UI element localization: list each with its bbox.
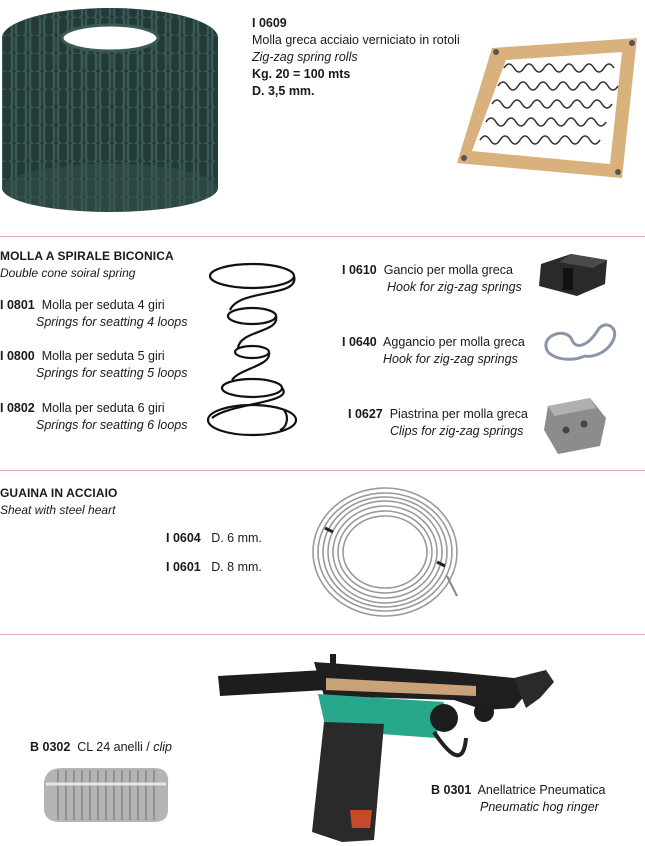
spiral-item-en: Springs for seatting 6 loops	[36, 418, 188, 432]
roll-weight: Kg. 20 = 100 mts	[252, 67, 351, 81]
hook-en: Clips for zig-zag springs	[390, 424, 524, 438]
spiral-item-it: Molla per seduta 4 giri	[41, 298, 165, 312]
hook-item-1	[342, 262, 522, 296]
ringer-code: B 0301	[431, 783, 472, 797]
hook-black-image	[533, 250, 613, 300]
sheath-label: D. 6 mm.	[211, 531, 262, 545]
ringer-text	[431, 782, 605, 816]
spiral-item-3	[0, 400, 187, 434]
ringer-it: Anellatrice Pneumatica	[477, 783, 606, 797]
spring-frame-image	[452, 38, 642, 188]
spiral-item-it: Molla per seduta 5 giri	[41, 349, 165, 363]
section-divider-2	[0, 470, 645, 471]
spiral-item-1	[0, 297, 187, 331]
hook-it: Piastrina per molla greca	[389, 407, 528, 421]
hook-en: Hook for zig-zag springs	[387, 280, 522, 294]
hook-it: Aggancio per molla greca	[383, 335, 525, 349]
section-divider-1	[0, 236, 645, 237]
spiral-item-en: Springs for seatting 5 loops	[36, 366, 188, 380]
sheath-heading: GUAINA IN ACCIAIO	[0, 486, 118, 500]
biconic-spring-image	[200, 258, 310, 443]
spiral-item-en: Springs for seatting 4 loops	[36, 315, 188, 329]
clip-text	[30, 739, 172, 756]
clip-code: B 0302	[30, 740, 71, 754]
ringer-en: Pneumatic hog ringer	[480, 800, 599, 814]
sheath-label: D. 8 mm.	[211, 560, 262, 574]
spiral-subheading: Double cone soiral spring	[0, 266, 136, 280]
hook-code: I 0627	[348, 407, 383, 421]
roll-subtitle: Zig-zag spring rolls	[252, 50, 358, 64]
sheath-code: I 0604	[166, 531, 201, 545]
roll-title: Molla greca acciaio verniciato in rotoli	[252, 33, 460, 47]
section-divider-3	[0, 634, 645, 635]
hook-code: I 0640	[342, 335, 377, 349]
sheath-subheading: Sheat with steel heart	[0, 503, 116, 517]
hook-it: Gancio per molla greca	[383, 263, 513, 277]
spiral-item-2	[0, 348, 187, 382]
hook-en: Hook for zig-zag springs	[383, 352, 518, 366]
spiral-item-code: I 0800	[0, 349, 35, 363]
clip-label: CL 24 anelli /	[77, 740, 150, 754]
roll-diameter: D. 3,5 mm.	[252, 84, 315, 98]
spiral-item-code: I 0802	[0, 401, 35, 415]
spiral-item-it: Molla per seduta 6 giri	[41, 401, 165, 415]
spiral-heading: MOLLA A SPIRALE BICONICA	[0, 249, 174, 263]
clip-plate-image	[540, 396, 615, 456]
roll-code: I 0609	[252, 16, 287, 30]
sheath-item-2	[166, 559, 262, 576]
sheath-code: I 0601	[166, 560, 201, 574]
hook-code: I 0610	[342, 263, 377, 277]
sheath-item-1	[166, 530, 262, 547]
sheath-coil-image	[305, 480, 465, 625]
hook-item-3	[348, 406, 528, 440]
hook-wire-image	[538, 316, 623, 366]
roll-text	[252, 15, 460, 100]
spring-roll-image	[0, 0, 225, 215]
spiral-item-code: I 0801	[0, 298, 35, 312]
clip-label-it: clip	[153, 740, 173, 754]
clip-strip-image	[38, 764, 173, 826]
hook-item-2	[342, 334, 525, 368]
